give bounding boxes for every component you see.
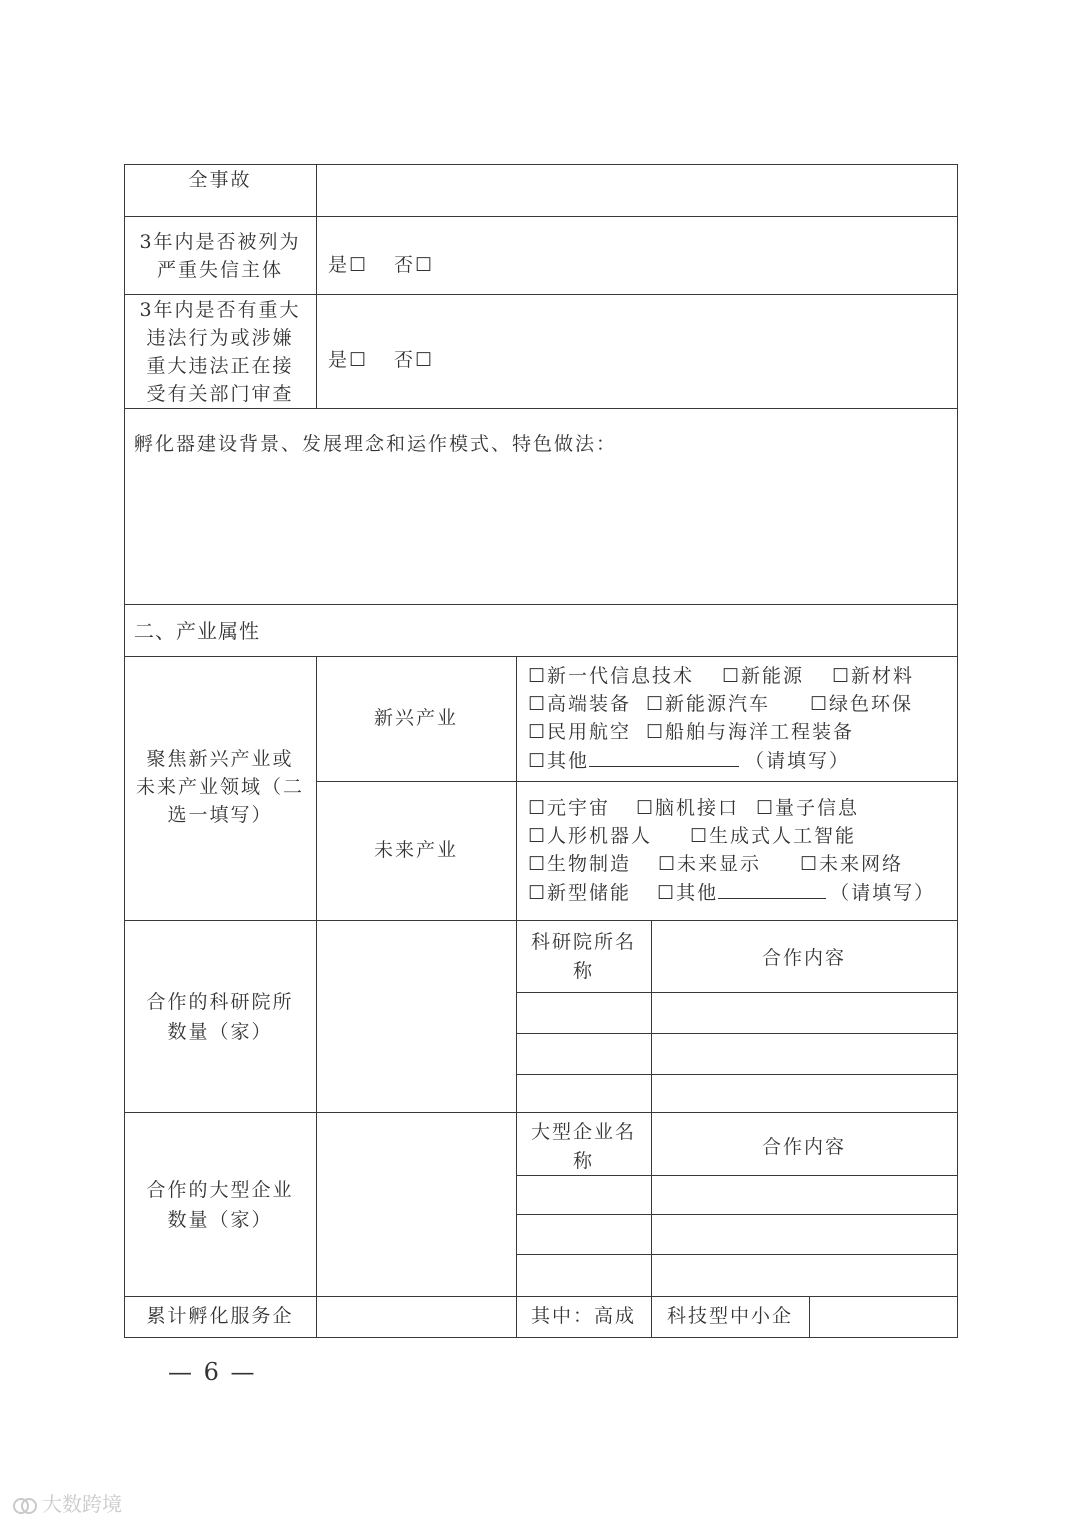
option-brain-computer-interface[interactable]: ☐脑机接口	[636, 797, 740, 819]
option-new-generation-it[interactable]: ☐新一代信息技术	[528, 665, 695, 687]
violation-label-line-4: 受有关部门审查	[146, 383, 294, 405]
emerging-other-line	[528, 746, 850, 775]
watermark-text: 大数跨境	[42, 1492, 122, 1516]
option-generative-ai[interactable]: ☐生成式人工智能	[690, 825, 857, 847]
future-last-line	[528, 878, 935, 907]
option-new-energy[interactable]: ☐新能源	[722, 665, 805, 687]
high-growth-label: 其中：高成	[530, 1305, 636, 1327]
violation-no-checkbox[interactable]: 否☐	[394, 349, 435, 371]
focus-label-line-3: 选一填写）	[167, 804, 273, 826]
emerging-other-input[interactable]	[589, 746, 739, 767]
institute-name-header-line-1: 科研院所名	[530, 931, 636, 953]
watermark	[12, 1488, 122, 1517]
option-high-end-equipment[interactable]: ☐高端装备	[528, 693, 632, 715]
future-fill-note: （请填写）	[830, 882, 936, 904]
dishonest-no-checkbox[interactable]: 否☐	[394, 254, 435, 276]
option-future-other[interactable]: ☐其他	[657, 882, 719, 904]
option-quantum-information[interactable]: ☐量子信息	[756, 797, 860, 819]
option-ship-marine-equipment[interactable]: ☐船舶与海洋工程装备	[646, 721, 855, 743]
option-future-display[interactable]: ☐未来显示	[658, 853, 762, 875]
institutes-label-line-2: 数量（家）	[167, 1021, 273, 1043]
institute-name-header-line-2: 称	[572, 960, 594, 982]
option-emerging-other[interactable]: ☐其他	[528, 750, 590, 772]
violation-label-line-2: 违法行为或涉嫌	[146, 327, 294, 349]
violation-label-line-3: 重大违法正在接	[146, 355, 294, 377]
tech-sme-label: 科技型中小企	[666, 1305, 793, 1327]
background-text-area[interactable]	[126, 466, 955, 600]
option-new-energy-storage[interactable]: ☐新型储能	[528, 882, 632, 904]
enterprise-content-header: 合作内容	[761, 1136, 846, 1158]
enterprises-label-line-2: 数量（家）	[167, 1209, 273, 1231]
dishonest-label-line-2: 严重失信主体	[156, 259, 283, 281]
option-new-materials[interactable]: ☐新材料	[832, 665, 915, 687]
option-new-energy-vehicles[interactable]: ☐新能源汽车	[646, 693, 771, 715]
option-green-environment[interactable]: ☐绿色环保	[810, 693, 914, 715]
option-civil-aviation[interactable]: ☐民用航空	[528, 721, 632, 743]
accident-label: 全事故	[188, 169, 252, 191]
option-bio-manufacturing[interactable]: ☐生物制造	[528, 853, 632, 875]
violation-label-line-1: 3年内是否有重大	[139, 299, 301, 321]
dishonest-yes-checkbox[interactable]: 是☐	[328, 254, 369, 276]
background-label: 孵化器建设背景、发展理念和运作模式、特色做法：	[134, 433, 618, 455]
institute-content-header: 合作内容	[761, 947, 846, 969]
option-metaverse[interactable]: ☐元宇宙	[528, 797, 611, 819]
cumulative-incubated-label: 累计孵化服务企	[146, 1305, 294, 1327]
focus-label-line-1: 聚焦新兴产业或	[146, 748, 294, 770]
focus-label-line-2: 未来产业领域（二	[135, 776, 304, 798]
enterprises-label-line-1: 合作的大型企业	[146, 1179, 294, 1201]
option-humanoid-robot[interactable]: ☐人形机器人	[528, 825, 653, 847]
watermark-logo-icon	[12, 1495, 38, 1517]
institutes-label-line-1: 合作的科研院所	[146, 991, 294, 1013]
enterprises-count-input[interactable]	[318, 1114, 514, 1294]
emerging-fill-note: （请填写）	[745, 750, 851, 772]
enterprise-name-header-line-2: 称	[572, 1150, 594, 1172]
future-industry-label: 未来产业	[373, 839, 458, 861]
option-future-network[interactable]: ☐未来网络	[800, 853, 904, 875]
future-other-input[interactable]	[718, 878, 826, 899]
violation-yes-checkbox[interactable]: 是☐	[328, 349, 369, 371]
enterprise-name-header-line-1: 大型企业名	[530, 1121, 636, 1143]
institutes-count-input[interactable]	[318, 922, 514, 1110]
dishonest-label-line-1: 3年内是否被列为	[139, 231, 301, 253]
emerging-industry-label: 新兴产业	[373, 707, 458, 729]
page-number: — 6 —	[168, 1358, 257, 1386]
section-title: 二、产业属性	[134, 619, 260, 643]
